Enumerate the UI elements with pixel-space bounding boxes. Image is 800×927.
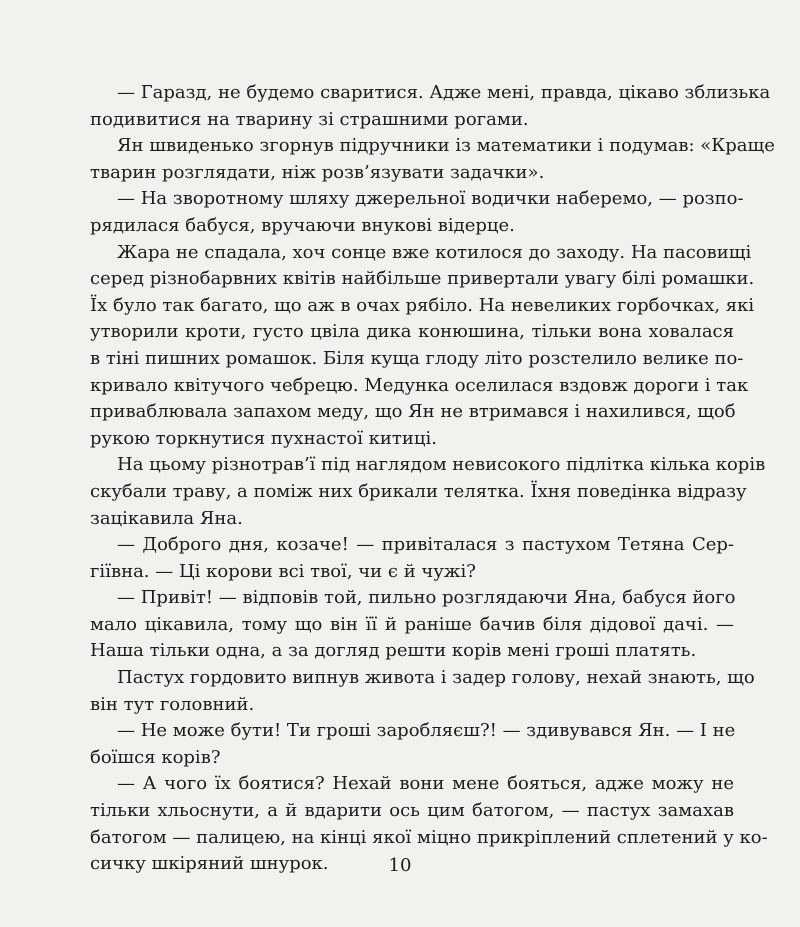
text-line: — На зворотному шляху джерельної водички наберемо, — розпо-: [117, 188, 744, 210]
text-line: батогом — палицею, на кінці якої міцно прикріплений сплетений у ко-: [90, 826, 768, 848]
text-line: утворили кроти, густо цвіла дика конюшина, тільки вона ховалася: [90, 321, 734, 343]
text-line: — Гаразд, не будемо сваритися. Адже мені, правда, цікаво зблизька: [117, 82, 771, 103]
text-line: На цьому різнотрав’ї під наглядом невисокого підлітка кілька корів: [117, 454, 766, 476]
text-column: [90, 80, 775, 878]
paragraph: [90, 585, 734, 665]
paragraph: [90, 665, 755, 718]
text-line: — А чого їх боятися? Нехай вони мене бояться, адже можу не: [117, 773, 734, 795]
text-line: Ян швиденько згорнув підручники із математики і подумав: «Краще: [117, 135, 775, 157]
text-line: приваблювала запахом меду, що Ян не втримався і нахилився, щоб: [90, 401, 736, 423]
text-line: скубали траву, а поміж них брикали телятка. Їхня поведінка відразу: [90, 480, 747, 502]
paragraph: [90, 718, 734, 771]
paragraph: [90, 80, 771, 133]
paragraph: [90, 133, 775, 186]
paragraph: [90, 532, 734, 585]
text-line: рукою торкнутися пухнастої китиці.: [90, 427, 437, 449]
text-line: рядилася бабуся, вручаючи внукові відерце.: [90, 214, 515, 236]
text-line: боїшся корів?: [90, 746, 221, 768]
text-line: серед різнобарвних квітів найбільше привертали увагу білі ромашки.: [90, 268, 755, 290]
paragraph: [90, 186, 744, 239]
text-line: — Не може бути! Ти гроші заробляєш?! — здивувався Ян. — І не: [117, 720, 736, 742]
text-line: сичку шкіряний шнурок.: [90, 853, 329, 875]
text-line: Жара не спадала, хоч сонце вже котилося до заходу. На пасовищі: [117, 241, 752, 263]
text-line: тварин розглядати, ніж розв’язувати задачки».: [90, 161, 545, 183]
text-line: тільки хльоснути, а й вдарити ось цим батогом, — пастух замахав: [90, 800, 734, 822]
paragraph: [90, 452, 766, 532]
text-line: Пастух гордовито випнув живота і задер голову, нехай знають, що: [117, 667, 755, 689]
page-number: 10: [388, 855, 412, 876]
text-line: мало цікавила, тому що він її й раніше бачив біля дідової дачі. —: [90, 613, 734, 635]
text-line: — Доброго дня, козаче! — привіталася з пастухом Тетяна Сер-: [117, 534, 734, 556]
text-line: подивитися на тварину зі страшними рогами.: [90, 108, 529, 130]
paragraph: [90, 240, 755, 453]
text-line: в тіні пишних ромашок. Біля куща глоду літо розстелило велике по-: [90, 347, 744, 369]
text-line: зацікавила Яна.: [90, 507, 243, 529]
text-line: Їх було так багато, що аж в очах рябіло. На невеликих горбочках, які: [90, 294, 755, 316]
text-line: — Привіт! — відповів той, пильно розглядаючи Яна, бабуся його: [117, 587, 736, 609]
text-line: він тут головний.: [90, 693, 255, 715]
text-line: кривало квітучого чебрецю. Медунка оселилася вздовж дороги і так: [90, 374, 749, 396]
text-line: Наша тільки одна, а за догляд решти корів мені гроші платять.: [90, 640, 697, 662]
text-line: гіївна. — Ці корови всі твої, чи є й чужі?: [90, 560, 476, 582]
